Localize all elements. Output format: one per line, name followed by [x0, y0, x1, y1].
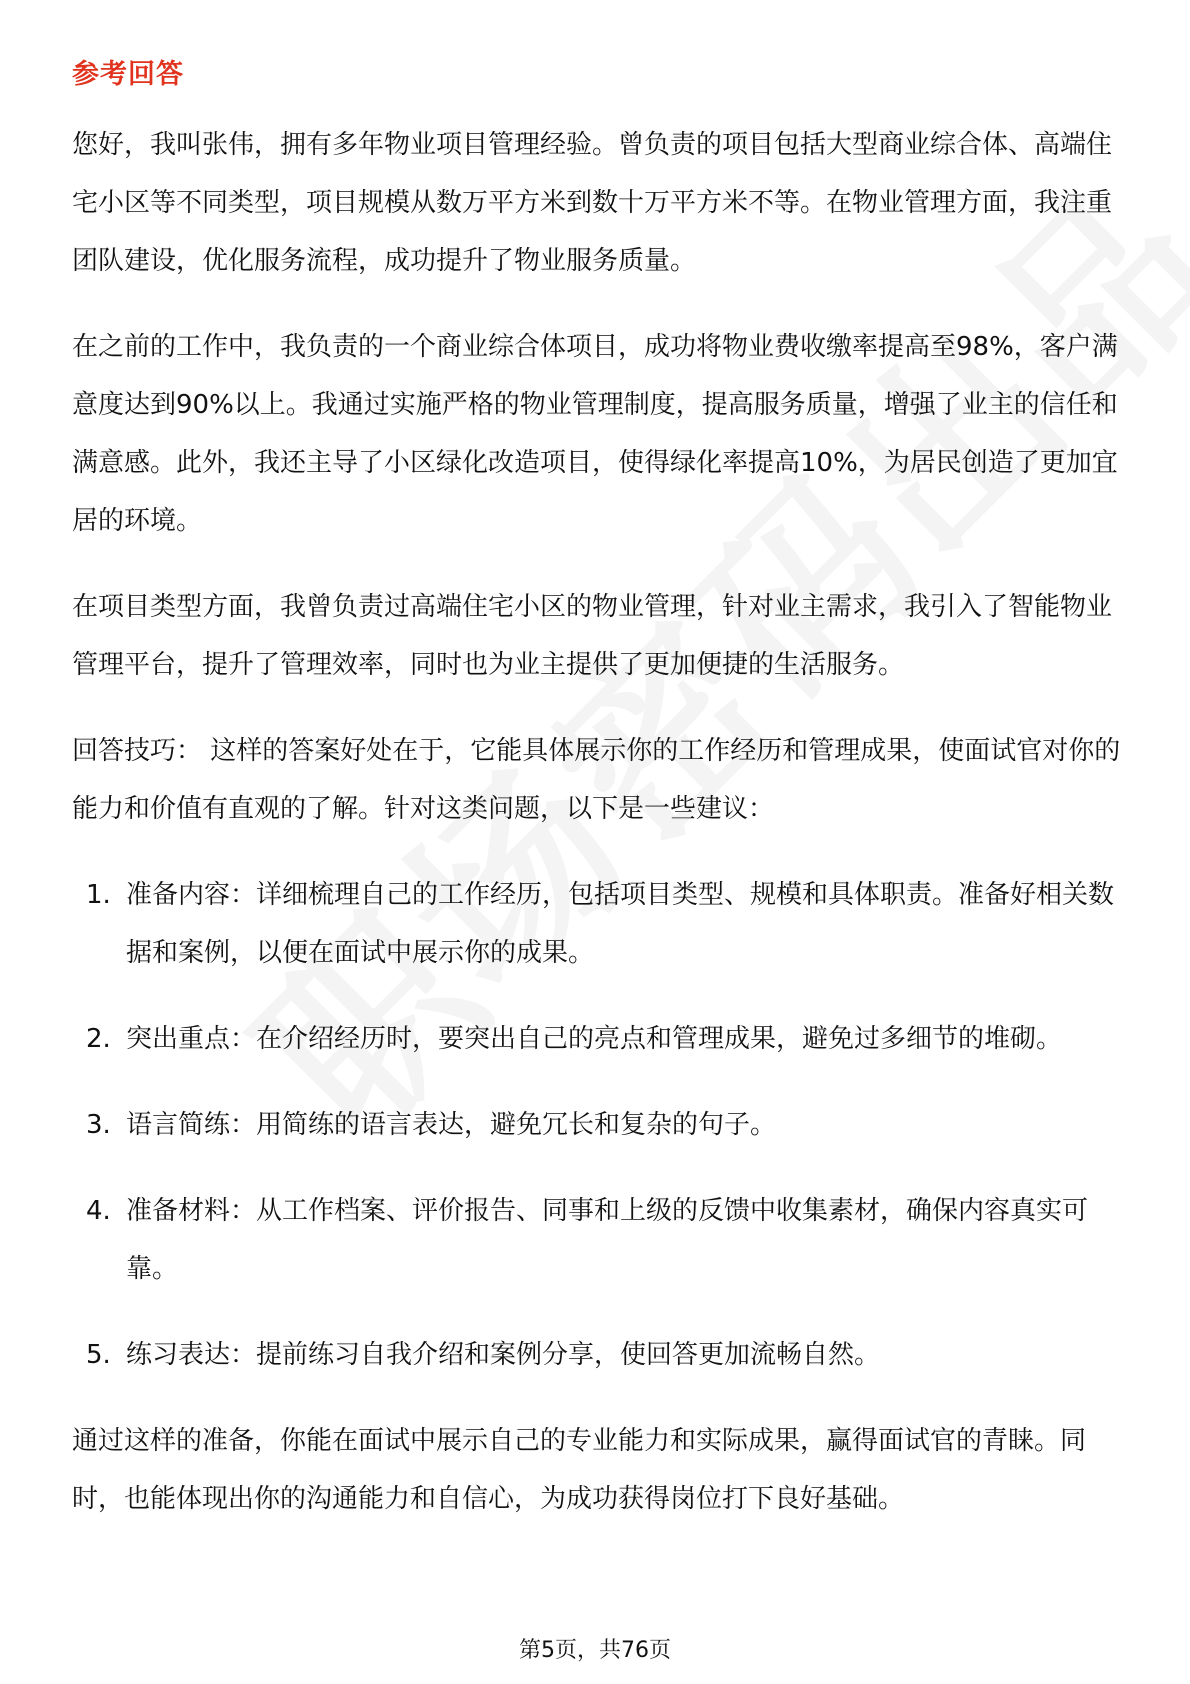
project-type-paragraph: 在项目类型方面，我曾负责过高端住宅小区的物业管理，针对业主需求，我引入了智能物业管理平台，提升了管理效率，同时也为业主提供了更加便捷的生活服务。	[72, 592, 1113, 680]
tips-list	[72, 866, 1122, 1384]
closing-paragraph: 通过这样的准备，你能在面试中展示自己的专业能力和实际成果，赢得面试官的青睐。同时，也能体现出你的沟通能力和自信心，为成功获得岗位打下良好基础。	[72, 1426, 1087, 1514]
list-item	[72, 1182, 1122, 1298]
list-item-number: 1.	[86, 880, 111, 910]
page-number: 第5页，共76页	[519, 1638, 671, 1663]
tips-intro-paragraph: 回答技巧： 这样的答案好处在于，它能具体展示你的工作经历和管理成果，使面试官对你的能力和价值有直观的了解。针对这类问题，以下是一些建议：	[72, 736, 1121, 824]
list-item-number: 3.	[86, 1110, 111, 1140]
section-title: 参考回答	[72, 59, 184, 90]
list-item-text: 突出重点：在介绍经历时，要突出自己的亮点和管理成果，避免过多细节的堆砌。	[126, 1024, 1063, 1054]
list-item	[72, 1096, 1122, 1154]
list-item	[72, 1010, 1122, 1068]
list-item-text: 练习表达：提前练习自我介绍和案例分享，使回答更加流畅自然。	[126, 1340, 881, 1370]
list-item-text: 准备材料：从工作档案、评价报告、同事和上级的反馈中收集素材，确保内容真实可靠。	[126, 1196, 1089, 1284]
list-item-number: 2.	[86, 1024, 111, 1054]
achievement-paragraph: 在之前的工作中，我负责的一个商业综合体项目，成功将物业费收缴率提高至98%，客户满意度达到90%以上。我通过实施严格的物业管理制度，提高服务质量，增强了业主的信任和满意感。此外，我还主导了小区绿化改造项目，使得绿化率提高10%，为居民创造了更加宜居的环境。	[72, 332, 1118, 536]
answer-body	[72, 116, 1122, 1556]
list-item	[72, 866, 1122, 982]
list-item-number: 5.	[86, 1340, 111, 1370]
list-item-number: 4.	[86, 1196, 111, 1226]
list-item	[72, 1326, 1122, 1384]
intro-paragraph: 您好，我叫张伟，拥有多年物业项目管理经验。曾负责的项目包括大型商业综合体、高端住宅小区等不同类型，项目规模从数万平方米到数十万平方米不等。在物业管理方面，我注重团队建设，优化服务流程，成功提升了物业服务质量。	[72, 130, 1113, 276]
list-item-text: 准备内容：详细梳理自己的工作经历，包括项目类型、规模和具体职责。准备好相关数据和案例，以便在面试中展示你的成果。	[126, 880, 1115, 968]
list-item-text: 语言简练：用简练的语言表达，避免冗长和复杂的句子。	[126, 1110, 777, 1140]
